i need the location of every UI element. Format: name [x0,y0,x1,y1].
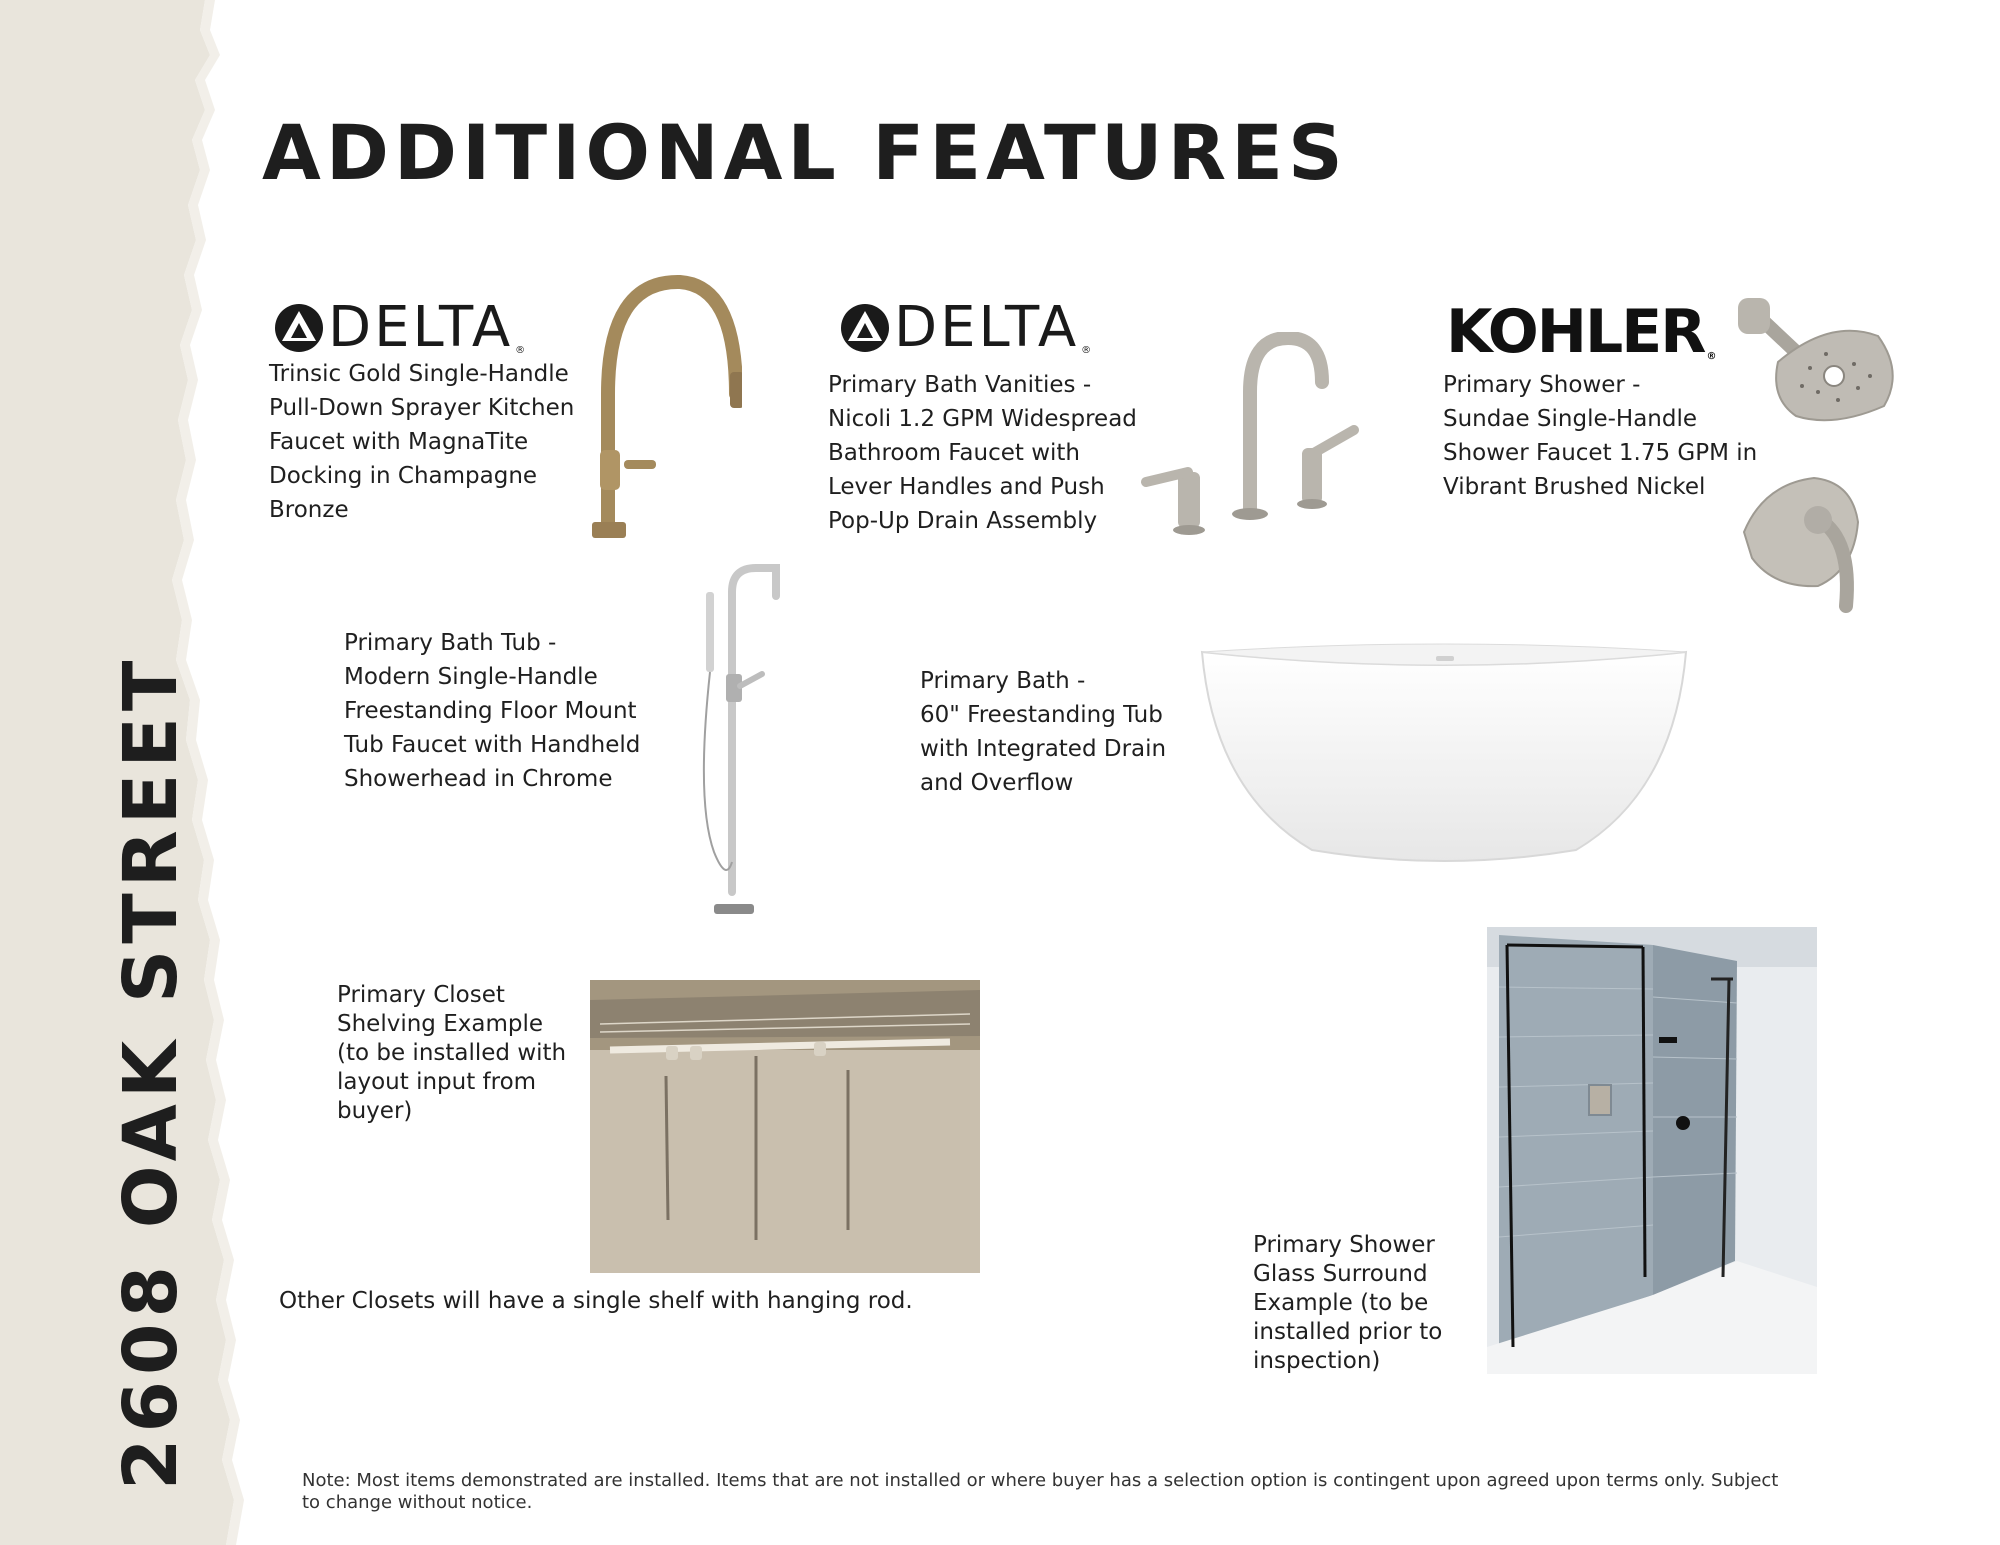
kohler-logo: KOHLER ® [1446,297,1715,367]
kitchen-faucet-description: Trinsic Gold Single-Handle Pull-Down Sprayer Kitchen Faucet with MagnaTite Docking in Champagne Bronze [269,361,575,523]
freestanding-tub-image [1196,642,1692,868]
closet-caption: Other Closets will have a single shelf with hanging rod. [279,1288,913,1314]
vanity-faucet-description: Primary Bath Vanities - Nicoli 1.2 GPM Widespread Bathroom Faucet with Lever Handles and Push Pop-Up Drain Assembly [828,372,1137,534]
tub-faucet-image [690,562,790,920]
closet-shelving-photo [590,980,980,1273]
tub-faucet-description: Primary Bath Tub - Modern Single-Handle Freestanding Floor Mount Tub Faucet with Handheld Showerhead in Chrome [344,630,641,792]
page-title: ADDITIONAL FEATURES [262,108,1348,197]
closet-shelving-description: Primary Closet Shelving Example (to be installed with layout input from buyer) [337,982,567,1124]
tub-description: Primary Bath - 60" Freestanding Tub with Integrated Drain and Overflow [920,668,1167,796]
delta-logo: DELTA ® [840,300,1094,356]
vanity-faucet-image [1138,332,1360,540]
delta-mark-icon [274,303,324,353]
shower-glass-description: Primary Shower Glass Surround Example (to be installed prior to inspection) [1253,1232,1443,1374]
shower-faucet-description: Primary Shower - Sundae Single-Handle Shower Faucet 1.75 GPM in Vibrant Brushed Nickel [1443,372,1758,500]
kitchen-faucet-image [572,274,742,546]
delta-mark-icon [840,303,890,353]
disclaimer-note: Note: Most items demonstrated are installed. Items that are not installed or where buyer has a selection option is contingent upon agreed upon terms only. Subject to change without notice. [302,1470,1779,1513]
property-address: 2608 OAK STREET [108,654,194,1490]
delta-logo: DELTA ® [274,300,528,356]
shower-trim-image [1734,288,1908,614]
shower-glass-photo [1487,927,1817,1374]
